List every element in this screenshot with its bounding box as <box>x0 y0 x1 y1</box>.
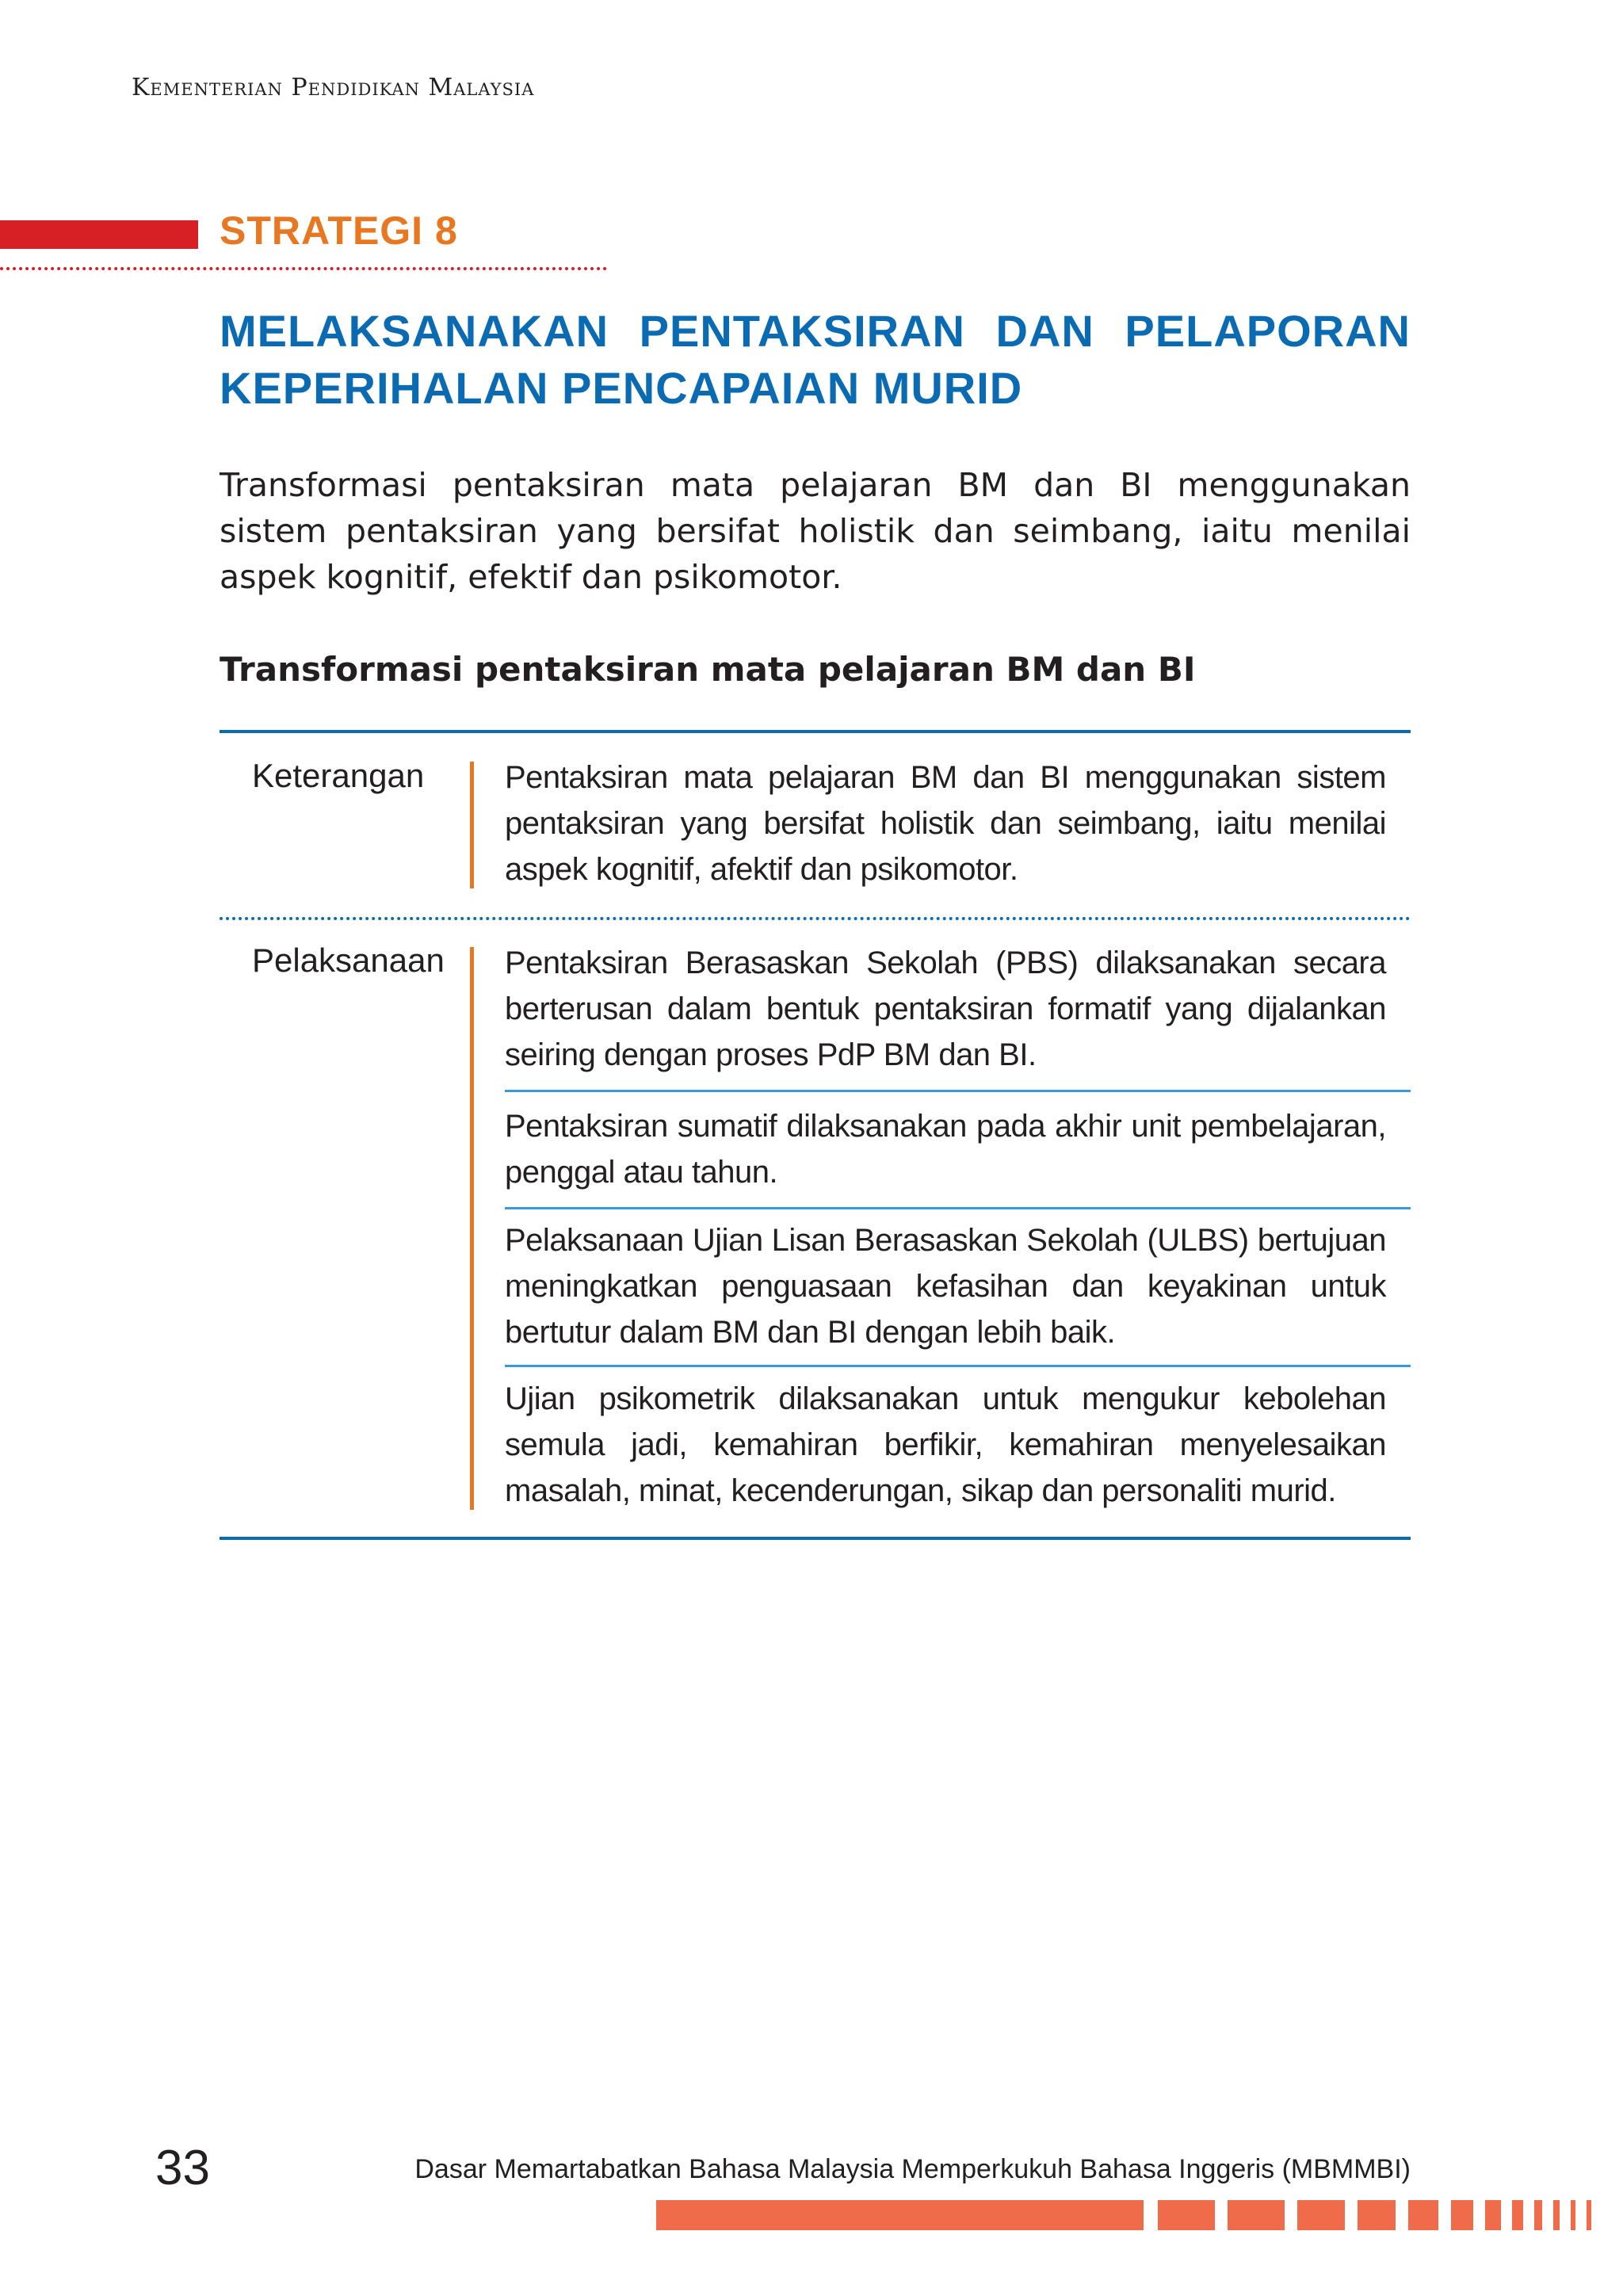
page-number: 33 <box>155 2141 210 2195</box>
footer-bar <box>1228 2200 1285 2230</box>
footer-bar <box>1512 2200 1523 2230</box>
table-bottom-rule <box>220 1537 1411 1540</box>
footer-bar <box>1485 2200 1501 2230</box>
keterangan-text: Pentaksiran mata pelajaran BM dan BI menggunakan sistem pentaksiran yang bersifat holistik dan seimbang, iaitu menilai aspek kognitif, afektif dan psikomotor. <box>505 760 1386 887</box>
table-top-rule <box>220 730 1411 733</box>
intro-paragraph: Transformasi pentaksiran mata pelajaran BM dan BI menggunakan sistem pentaksiran yang bersifat holistik dan seimbang, iaitu menilai aspek kognitif, efektif dan psikomotor. <box>220 466 1411 596</box>
row-accent-bar <box>470 947 474 1510</box>
footer-document-title: Dasar Memartabatkan Bahasa Malaysia Memperkukuh Bahasa Inggeris (MBMMBI) <box>414 2154 1411 2184</box>
strategy-label: STRATEGI 8 <box>220 208 458 253</box>
footer-bar <box>1553 2200 1560 2230</box>
table-title: Transformasi pentaksiran mata pelajaran BM dan BI <box>220 650 1196 689</box>
row-accent-bar <box>470 762 474 888</box>
footer-bar <box>1408 2200 1438 2230</box>
row-label-keterangan: Keterangan <box>252 757 425 794</box>
pelaksanaan-item: Pelaksanaan Ujian Lisan Berasaskan Sekolah (ULBS) bertujuan meningkatkan penguasaan kefasihan dan keyakinan untuk bertutur dalam BM dan BI dengan lebih baik. <box>505 1223 1386 1350</box>
item-divider <box>505 1090 1411 1092</box>
footer-bar <box>1451 2200 1473 2230</box>
footer-bar <box>1571 2200 1575 2230</box>
row-label-pelaksanaan: Pelaksanaan <box>252 942 445 979</box>
row-dotted-divider <box>220 917 1411 920</box>
strategy-dotted-divider <box>0 267 607 270</box>
footer-bar <box>1358 2200 1396 2230</box>
ministry-header: Kementerian Pendidikan Malaysia <box>132 74 535 101</box>
strategy-title: MELAKSANAKAN PENTAKSIRAN DAN PELAPORAN KEPERIHALAN PENCAPAIAN MURID <box>220 306 1411 413</box>
pelaksanaan-item: Pentaksiran sumatif dilaksanakan pada akhir unit pembelajaran, penggal atau tahun. <box>505 1109 1386 1190</box>
item-divider <box>505 1365 1411 1367</box>
footer-bar <box>1534 2200 1542 2230</box>
footer-bar <box>1587 2200 1591 2230</box>
pelaksanaan-item: Ujian psikometrik dilaksanakan untuk mengukur kebolehan semula jadi, kemahiran berfikir, kemahiran menyelesaikan masalah, minat, kecenderungan, sikap dan personaliti murid. <box>505 1381 1386 1508</box>
footer-bar <box>656 2200 1144 2230</box>
red-accent-bar <box>0 220 198 249</box>
footer-bar <box>1297 2200 1345 2230</box>
footer-bar <box>1158 2200 1215 2230</box>
item-divider <box>505 1207 1411 1209</box>
pelaksanaan-item: Pentaksiran Berasaskan Sekolah (PBS) dilaksanakan secara berterusan dalam bentuk pentaksiran formatif yang dijalankan seiring dengan proses PdP BM dan BI. <box>505 946 1386 1072</box>
